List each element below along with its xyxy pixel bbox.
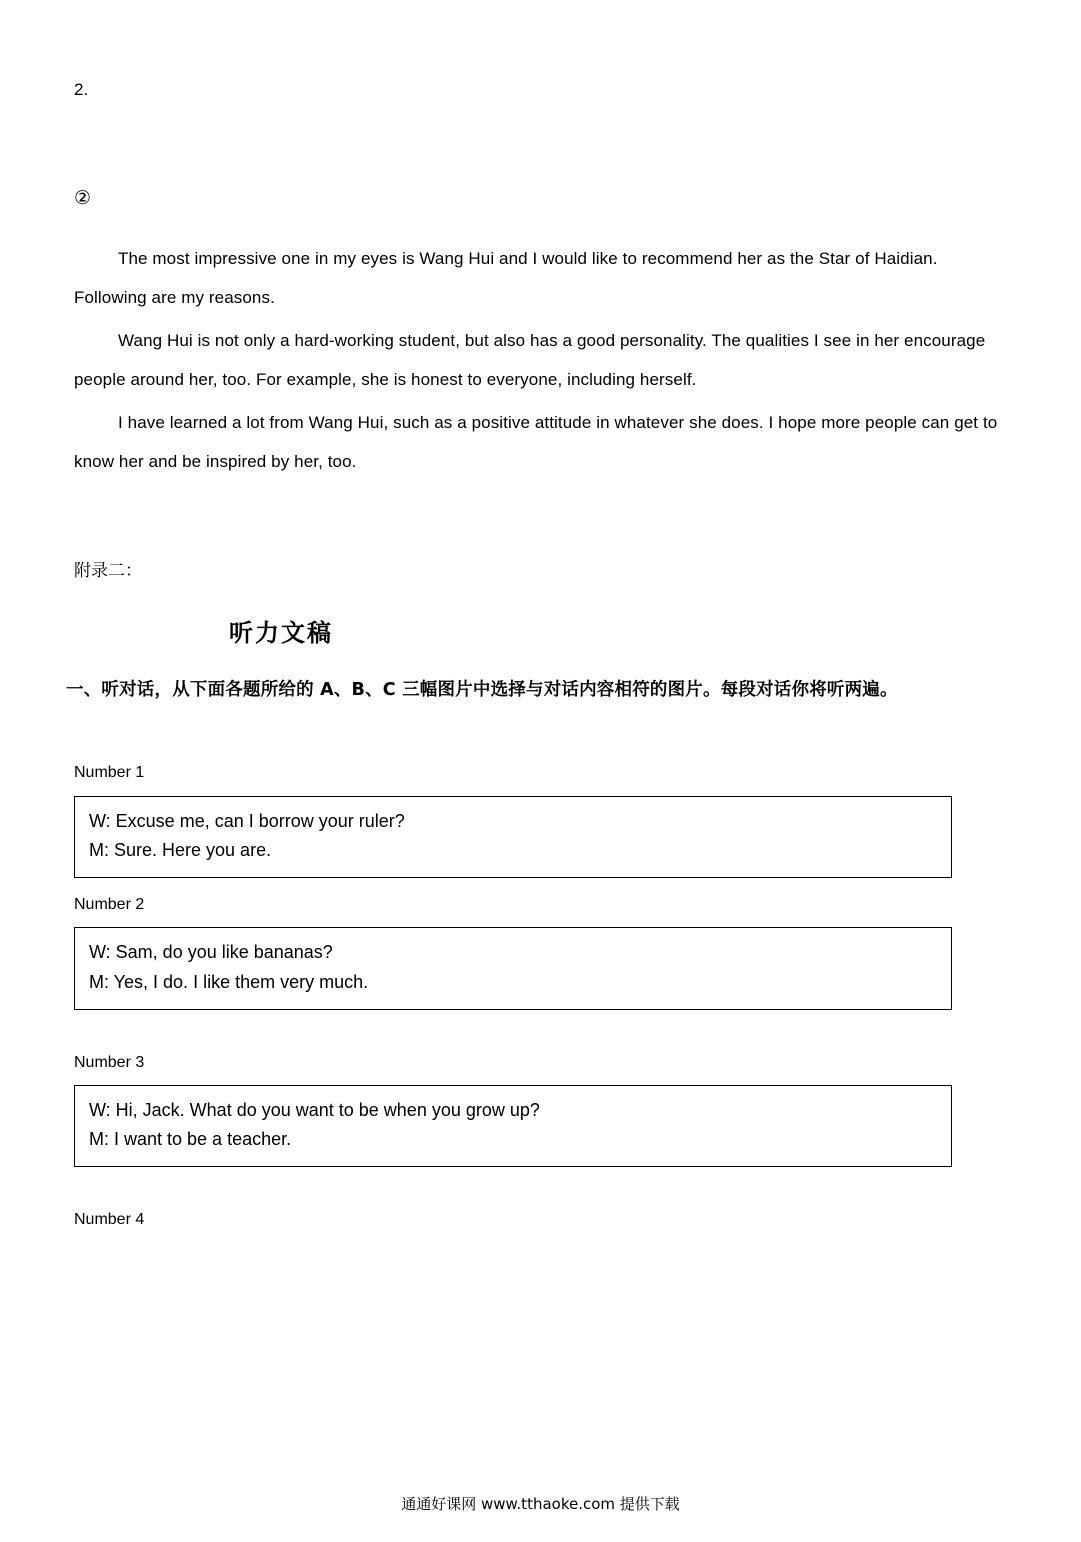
- document-content: [66, 0, 1009, 1232]
- dialog-box-1: [74, 796, 952, 878]
- dialog-line: M: Yes, I do. I like them very much.: [89, 971, 369, 992]
- dialog-line: W: Excuse me, can I borrow your ruler?: [89, 810, 405, 831]
- dialog-line: W: Hi, Jack. What do you want to be when you grow up?: [89, 1100, 540, 1121]
- essay-paragraph: I have learned a lot from Wang Hui, such as a positive attitude in whatever she does. I hope more people can get to know her and be inspired by her, too.: [74, 412, 998, 472]
- section-heading: 一、听对话，从下面各题所给的 A、B、C 三幅图片中选择与对话内容相符的图片。每段对话你将听两遍。: [66, 679, 898, 700]
- essay-body: [74, 239, 1009, 482]
- circled-number-marker: ②: [74, 187, 92, 209]
- dialog-label-2: Number 2: [74, 896, 145, 914]
- essay-paragraph: Wang Hui is not only a hard-working student, but also has a good personality. The qualities I see in her encourage people around her, too. For example, she is honest to everyone, including herself.: [74, 330, 986, 389]
- dialog-box-3: [74, 1085, 952, 1167]
- dialog-line: M: Sure. Here you are.: [89, 839, 272, 860]
- appendix-label: 附录二：: [74, 561, 142, 581]
- page-title: 听力文稿: [229, 618, 333, 647]
- dialog-box-2: [74, 927, 952, 1009]
- dialog-line: M: I want to be a teacher.: [89, 1129, 292, 1150]
- page-footer: 通通好课网 www.tthaoke.com 提供下载: [401, 1495, 680, 1513]
- dialog-label-3: Number 3: [74, 1053, 145, 1071]
- dialog-line: W: Sam, do you like bananas?: [89, 942, 333, 963]
- dialog-label-4: Number 4: [74, 1211, 145, 1229]
- essay-paragraph: The most impressive one in my eyes is Wang Hui and I would like to recommend her as the Star of Haidian. Following are my reasons.: [74, 248, 938, 307]
- dialog-label-1: Number 1: [74, 764, 145, 782]
- item-number: 2.: [74, 80, 89, 99]
